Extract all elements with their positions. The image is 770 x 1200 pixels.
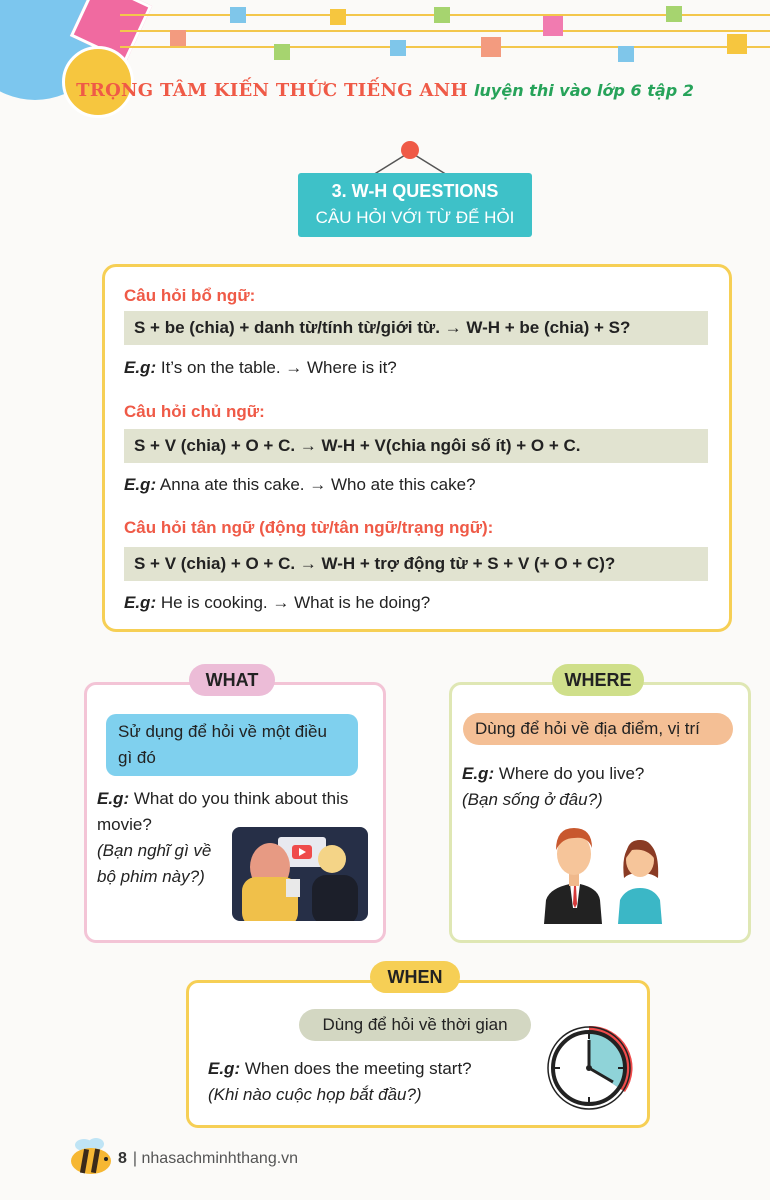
decor-square — [481, 37, 501, 57]
people-illustration — [532, 818, 672, 924]
eg-text: What do you think about this — [133, 789, 349, 808]
eg-label: E.g: — [124, 593, 157, 612]
eg-label: E.g: — [124, 358, 157, 377]
decor-square — [434, 7, 450, 23]
when-description: Dùng để hỏi về thời gian — [299, 1009, 531, 1041]
eg-text: movie? — [97, 815, 152, 834]
eg-text: When does the meeting start? — [244, 1059, 472, 1078]
decor-square — [330, 9, 346, 25]
decor-line — [120, 46, 770, 48]
section-badge — [298, 173, 532, 237]
where-tag: WHERE — [552, 664, 644, 696]
decor-square — [618, 46, 634, 62]
when-translation: (Khi nào cuộc họp bắt đầu?) — [208, 1085, 422, 1104]
decor-square — [230, 7, 246, 23]
book-title-main: TRỌNG TÂM KIẾN THỨC TIẾNG ANH — [76, 80, 468, 101]
where-translation: (Bạn sống ở đâu?) — [462, 790, 603, 809]
what-desc-line: Sử dụng để hỏi về một điều — [118, 722, 327, 741]
eg-label: E.g: — [97, 789, 130, 808]
eg-label: E.g: — [208, 1059, 241, 1078]
clock-icon — [543, 1022, 635, 1114]
when-tag: WHEN — [370, 961, 460, 993]
rule-formula: S + be (chia) + danh từ/tính từ/giới từ. → W-H + be (chia) + S? — [124, 311, 708, 345]
what-tag: WHAT — [189, 664, 275, 696]
decor-square — [666, 6, 682, 22]
website-link[interactable]: | nhasachminhthang.vn — [132, 1150, 299, 1167]
decor-square — [274, 44, 290, 60]
rule-example — [124, 475, 476, 495]
what-description — [106, 714, 358, 776]
where-example — [462, 761, 732, 813]
eg-label: E.g: — [462, 764, 495, 783]
rule-heading: Câu hỏi bổ ngữ: — [124, 286, 256, 305]
decor-line — [120, 30, 770, 32]
what-translation: (Bạn nghĩ gì về — [97, 841, 212, 860]
when-example — [208, 1056, 528, 1108]
page-footer — [118, 1150, 298, 1168]
book-title-sub: luyện thi vào lớp 6 tập 2 — [474, 81, 694, 100]
eg-text: Where do you live? — [498, 764, 645, 783]
rule-formula: S + V (chia) + O + C. → W-H + trợ động từ + S + V (+ O + C)? — [124, 547, 708, 581]
bee-icon — [66, 1135, 116, 1177]
rule-example — [124, 593, 430, 613]
page-number: 8 — [118, 1150, 127, 1167]
eg-text: He is cooking. → What is he doing? — [160, 593, 431, 612]
eg-label: E.g: — [124, 475, 157, 494]
eg-text: It’s on the table. → Where is it? — [160, 358, 397, 377]
where-description: Dùng để hỏi về địa điểm, vị trí — [463, 713, 733, 745]
eg-text: Anna ate this cake. → Who ate this cake? — [159, 475, 476, 494]
rule-formula: S + V (chia) + O + C. → W-H + V(chia ngôi số ít) + O + C. — [124, 429, 708, 463]
pin-icon — [401, 141, 419, 159]
section-title: 3. W-H QUESTIONS — [331, 181, 499, 201]
rule-heading: Câu hỏi chủ ngữ: — [124, 402, 265, 421]
movie-icon — [232, 827, 368, 921]
decor-square — [727, 34, 747, 54]
cinema-illustration — [232, 827, 368, 921]
rule-example — [124, 358, 397, 378]
decor-square — [170, 30, 186, 46]
what-translation: bộ phim này?) — [97, 867, 205, 886]
decor-square — [390, 40, 406, 56]
book-title — [0, 80, 770, 101]
rule-heading: Câu hỏi tân ngữ (động từ/tân ngữ/trạng ngữ): — [124, 518, 494, 537]
section-subtitle: CÂU HỎI VỚI TỪ ĐỂ HỎI — [315, 208, 515, 227]
decor-square — [543, 16, 563, 36]
what-desc-line: gì đó — [118, 748, 156, 767]
